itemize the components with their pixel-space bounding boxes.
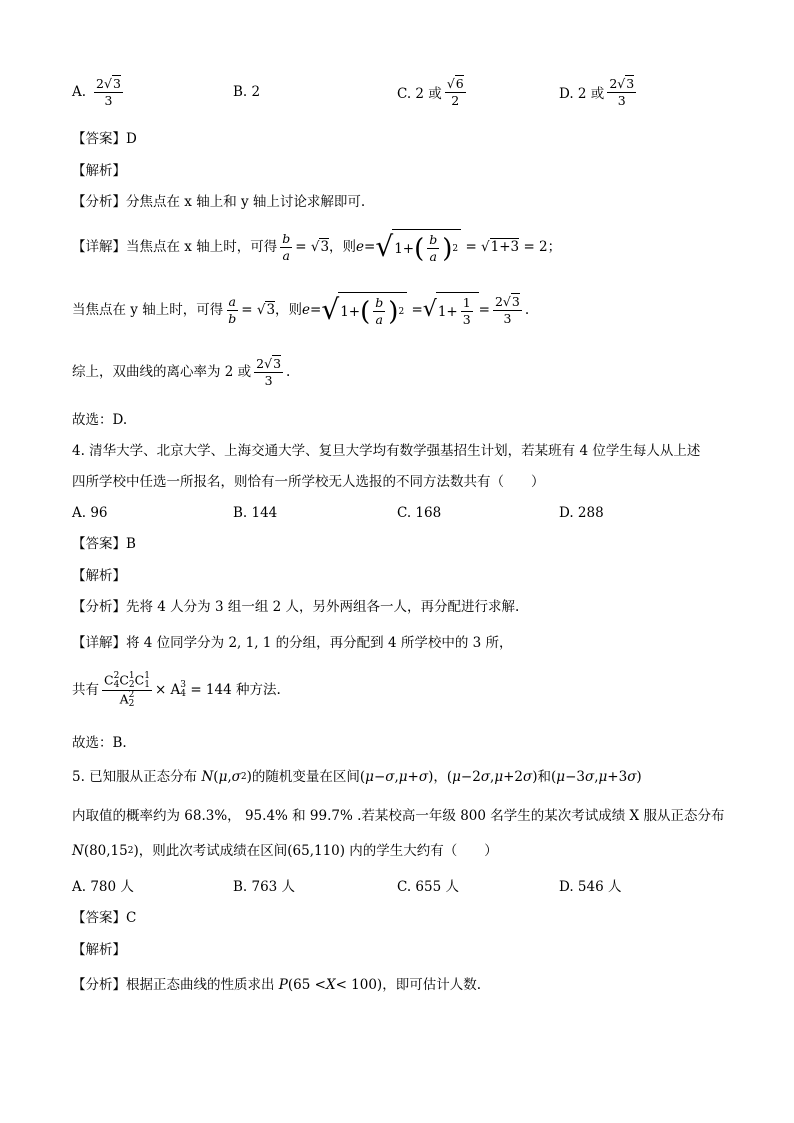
q3-option-a: A. $\frac{2√3}{3}$ bbox=[72, 75, 121, 108]
q4-option-a: A. 96 bbox=[72, 505, 108, 521]
q3-answer: 【答案】D bbox=[72, 131, 137, 147]
q4-option-b: B. 144 bbox=[233, 505, 278, 521]
q4-analysis-head: 【解析】 bbox=[72, 568, 126, 584]
q4-option-c: C. 168 bbox=[397, 505, 442, 521]
combination-fraction: C 2 4 C 1 2 C 1 1 A 2 2 bbox=[104, 670, 150, 709]
q4-stem-2: 四所学校中任选一所报名，则恰有一所学校无人选报的不同方法数共有（ ） bbox=[72, 474, 545, 490]
q3-analysis-head: 【解析】 bbox=[72, 163, 126, 179]
q3-option-c: C. 2 或 $\frac{√6}{2}$ bbox=[397, 75, 464, 108]
q4-xiangjie: 【详解】将 4 位同学分为 2, 1, 1 的分组，再分配到 4 所学校中的 3 所， bbox=[72, 635, 513, 651]
sqrt-expression: √ 1+ ( $\frac{b}{a}$ ) 2 bbox=[321, 292, 407, 328]
q3-options bbox=[72, 72, 722, 112]
fraction: $\frac{2√3}{3}$ bbox=[96, 75, 121, 108]
q3-fenxi: 【分析】分焦点在 x 轴上和 y 轴上讨论求解即可. bbox=[72, 194, 366, 210]
q5-answer: 【答案】C bbox=[72, 910, 137, 926]
q3-choose: 故选：D. bbox=[72, 412, 128, 428]
q4-stem-1: 4. 清华大学、北京大学、上海交通大学、复旦大学均有数学强基招生计划，若某班有 4 位学生每人从上述 bbox=[72, 443, 701, 459]
q5-option-a: A. 780 人 bbox=[72, 879, 134, 895]
sqrt-expression: √ 1+ ( $\frac{b}{a}$ ) 2 bbox=[375, 229, 461, 265]
fraction: $\frac{2√3}{3}$ bbox=[609, 75, 635, 108]
q5-analysis-head: 【解析】 bbox=[72, 942, 126, 958]
q3-option-b: B. 2 bbox=[233, 84, 261, 100]
q5-stem-1: 5. 已知服从正态分布 N ( μ , σ 2 ) 的随机变量在区间 ( μ − σ , μ + σ ) ，( μ −2 σ , μ +2 σ )和( μ −3 σ , μ +3 σ ) bbox=[72, 769, 642, 785]
q5-fenxi: 【分析】根据正态曲线的性质求出 P (65 < X < 100) ，即可估计人数. bbox=[72, 977, 481, 993]
q4-answer: 【答案】B bbox=[72, 536, 136, 552]
q5-stem-3: N (80,15 2 ) ，则此次考试成绩在区间(65,110) 内的学生大约有（ ） bbox=[72, 843, 498, 859]
fraction: $\frac{√6}{2}$ bbox=[446, 75, 464, 108]
q5-stem-2: 内取值的概率约为 68.3%， 95.4% 和 99.7% .若某校高一年级 800 名学生的某次考试成绩 X 服从正态分布 bbox=[72, 808, 725, 824]
q4-formula: 共有 C 2 4 C 1 2 C 1 1 A 2 2 × A 3 4 = 144 种方法. bbox=[72, 670, 281, 709]
q3-option-d: D. 2 或 $\frac{2√3}{3}$ bbox=[559, 75, 635, 108]
q3-detail-2: 当焦点在 y 轴上时，可得 $\frac{a}{b}$ = √3 ，则 e = √ 1+ ( $\frac{b}{a}$ ) 2 = √ 1+ $\frac{1}{3}$ = $\frac{2√3}{3}$ . bbox=[72, 293, 530, 327]
q4-choose: 故选：B. bbox=[72, 735, 127, 751]
q4-fenxi: 【分析】先将 4 人分为 3 组一组 2 人，另外两组各一人，再分配进行求解. bbox=[72, 599, 520, 615]
q5-option-c: C. 655 人 bbox=[397, 879, 459, 895]
q3-detail-1: 【详解】当焦点在 x 轴上时，可得 $\frac{b}{a}$ = √3 ，则 e = √ 1+ ( $\frac{b}{a}$ ) 2 = √1+3 = 2； bbox=[72, 230, 562, 264]
q3-summary: 综上，双曲线的离心率为 2 或 $\frac{2√3}{3}$ . bbox=[72, 355, 291, 388]
fraction: $\frac{a}{b}$ bbox=[228, 293, 237, 326]
fraction: $\frac{b}{a}$ bbox=[282, 230, 291, 263]
q5-option-b: B. 763 人 bbox=[233, 879, 296, 895]
q4-option-d: D. 288 bbox=[559, 505, 604, 521]
q5-option-d: D. 546 人 bbox=[559, 879, 622, 895]
